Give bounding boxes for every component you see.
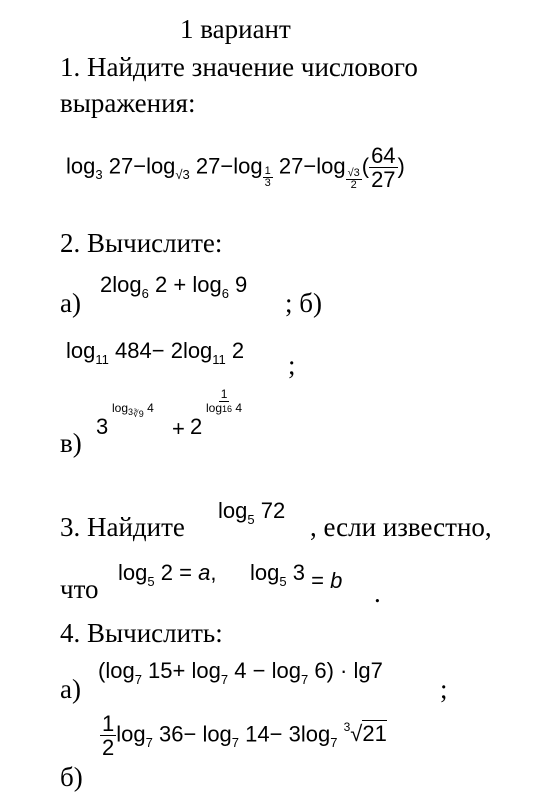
task3-condition-1 [118, 560, 217, 589]
comma: , [210, 560, 217, 585]
task2-a-expression [100, 272, 248, 301]
plus-sign: + [172, 658, 186, 683]
log-fn: log [218, 498, 248, 523]
task2-b-expression [66, 338, 245, 367]
equals-sign: = [311, 568, 324, 593]
power-base: 3 [96, 414, 109, 439]
log-base: 7 [134, 672, 142, 687]
task4-b-expression [100, 712, 387, 772]
task3-target-expression [218, 498, 286, 527]
log-arg: 14 [245, 721, 270, 747]
log-base: 16 [222, 403, 233, 414]
task2-v-expression [96, 387, 266, 444]
log-arg: 27 [195, 153, 221, 179]
fraction-denominator: 2 [350, 179, 357, 192]
minus-sign: − [220, 153, 234, 179]
log-arg: 36 [158, 721, 184, 747]
lg-fn: lg [353, 658, 371, 683]
log-arg: 27 [108, 153, 134, 179]
root-index: 3 [343, 720, 351, 735]
log-fn: log [202, 721, 232, 747]
variable: a [198, 560, 211, 585]
task4-b-label: б) [60, 762, 83, 792]
log-base-fraction [263, 166, 273, 190]
log-fn: log [316, 153, 346, 179]
fraction-numerator: 1 [102, 711, 115, 736]
task3-period: . [374, 578, 381, 608]
fraction-numerator: √3 [347, 166, 360, 179]
log-arg: 72 [260, 498, 286, 523]
task3-condition-2 [250, 560, 343, 593]
minus-sign: − [183, 721, 197, 747]
log-arg: 27 [278, 153, 304, 179]
log-base: 3 [128, 407, 134, 417]
log-base: 7 [231, 735, 240, 751]
dot-operator: · [340, 658, 348, 683]
fraction-denominator [204, 402, 244, 415]
page-title: 1 вариант [180, 14, 291, 44]
log-arg: 4 [234, 658, 247, 683]
minus-sign: − [303, 153, 317, 179]
equals-sign: = [179, 560, 192, 585]
task2-heading: 2. Вычислите: [60, 228, 223, 258]
log-base: 3 [95, 167, 103, 183]
plus-sign: + [173, 272, 187, 297]
task2-b-separator: ; б) [285, 288, 322, 318]
log-arg: 2 [160, 560, 173, 585]
log-base-root: ∛9 [133, 409, 144, 419]
right-paren: ) [326, 658, 334, 683]
task1-line1: 1. Найдите значение числового [60, 52, 418, 82]
log-base: 6 [221, 286, 229, 301]
fraction-numerator: 64 [371, 143, 396, 168]
task1-line2: выражения: [60, 88, 196, 118]
left-paren: ( [361, 153, 370, 179]
log-base: 5 [247, 512, 255, 527]
task2-b-semicolon: ; [288, 350, 296, 380]
log-arg: 4 [235, 400, 243, 415]
log-fn: log [182, 338, 213, 363]
log-base: 6 [141, 286, 149, 301]
argument-fraction [369, 144, 397, 191]
log-fn: log [112, 272, 142, 297]
task4-a-label: а) [60, 674, 81, 704]
task4-a-semicolon: ; [440, 674, 448, 704]
log-arg: 15 [148, 658, 173, 683]
log-arg: 6 [314, 658, 327, 683]
task1-expression [66, 144, 405, 194]
log-fn: log [66, 153, 96, 179]
coefficient: 2 [100, 272, 113, 297]
log-fn: log [112, 401, 129, 415]
variable: b [330, 568, 343, 593]
log-base: 7 [220, 672, 229, 687]
minus-sign: − [133, 153, 147, 179]
right-paren: ) [397, 153, 405, 179]
power-base: 2 [190, 414, 203, 439]
log-base: 5 [147, 574, 155, 589]
coefficient: 3 [288, 721, 301, 747]
log-base: 11 [95, 352, 109, 367]
coefficient: 2 [170, 338, 183, 363]
log-fn: log [66, 338, 96, 363]
minus-sign: − [151, 338, 165, 363]
log-fn: log [146, 153, 176, 179]
task4-a-expression [98, 658, 383, 687]
log-fn: log [192, 272, 222, 297]
coefficient-fraction [100, 712, 116, 759]
log-fn: log [105, 658, 135, 683]
log-base: 7 [145, 735, 153, 751]
log-base: 11 [212, 352, 226, 367]
minus-sign: − [252, 658, 266, 683]
task3-prefix: 3. Найдите [60, 512, 185, 542]
task3-line2-prefix: что [60, 574, 99, 604]
log-arg: 4 [147, 401, 154, 415]
fraction-numerator: 1 [220, 387, 228, 401]
log-arg: 2 [231, 338, 245, 363]
log-arg: 9 [235, 272, 248, 297]
log-base: 7 [300, 672, 309, 687]
log-base: 5 [279, 574, 287, 589]
log-arg: 3 [292, 560, 305, 585]
task2-a-label: а) [60, 288, 81, 318]
exponent-log [112, 401, 154, 419]
fraction-denominator: 27 [371, 167, 396, 193]
lg-arg: 7 [370, 658, 383, 683]
log-base: 7 [330, 735, 338, 751]
log-fn: log [271, 658, 301, 683]
fraction-denominator: 2 [102, 735, 115, 761]
plus-sign: + [172, 416, 185, 441]
log-arg: 484 [114, 338, 152, 363]
log-fn: log [300, 721, 331, 747]
task3-suffix: , если известно, [310, 512, 492, 542]
log-fn: log [118, 560, 148, 585]
log-base-fraction [346, 168, 362, 192]
log-fn: log [206, 400, 223, 415]
log-base: √3 [175, 167, 190, 183]
fraction-denominator: 3 [264, 177, 271, 190]
radicand: 21 [362, 721, 387, 747]
fraction-numerator: 1 [264, 164, 271, 177]
task4-heading: 4. Вычислить: [60, 618, 223, 648]
log-fn: log [250, 560, 280, 585]
log-fn: log [191, 658, 221, 683]
task2-v-label: в) [60, 428, 82, 458]
log-fn: log [116, 721, 146, 747]
left-paren: ( [98, 658, 106, 683]
minus-sign: − [269, 721, 283, 747]
log-arg: 2 [154, 272, 168, 297]
radical-sign: √ [350, 721, 363, 747]
log-fn: log [233, 153, 263, 179]
exponent-fraction [204, 388, 244, 414]
cube-root [344, 721, 387, 746]
